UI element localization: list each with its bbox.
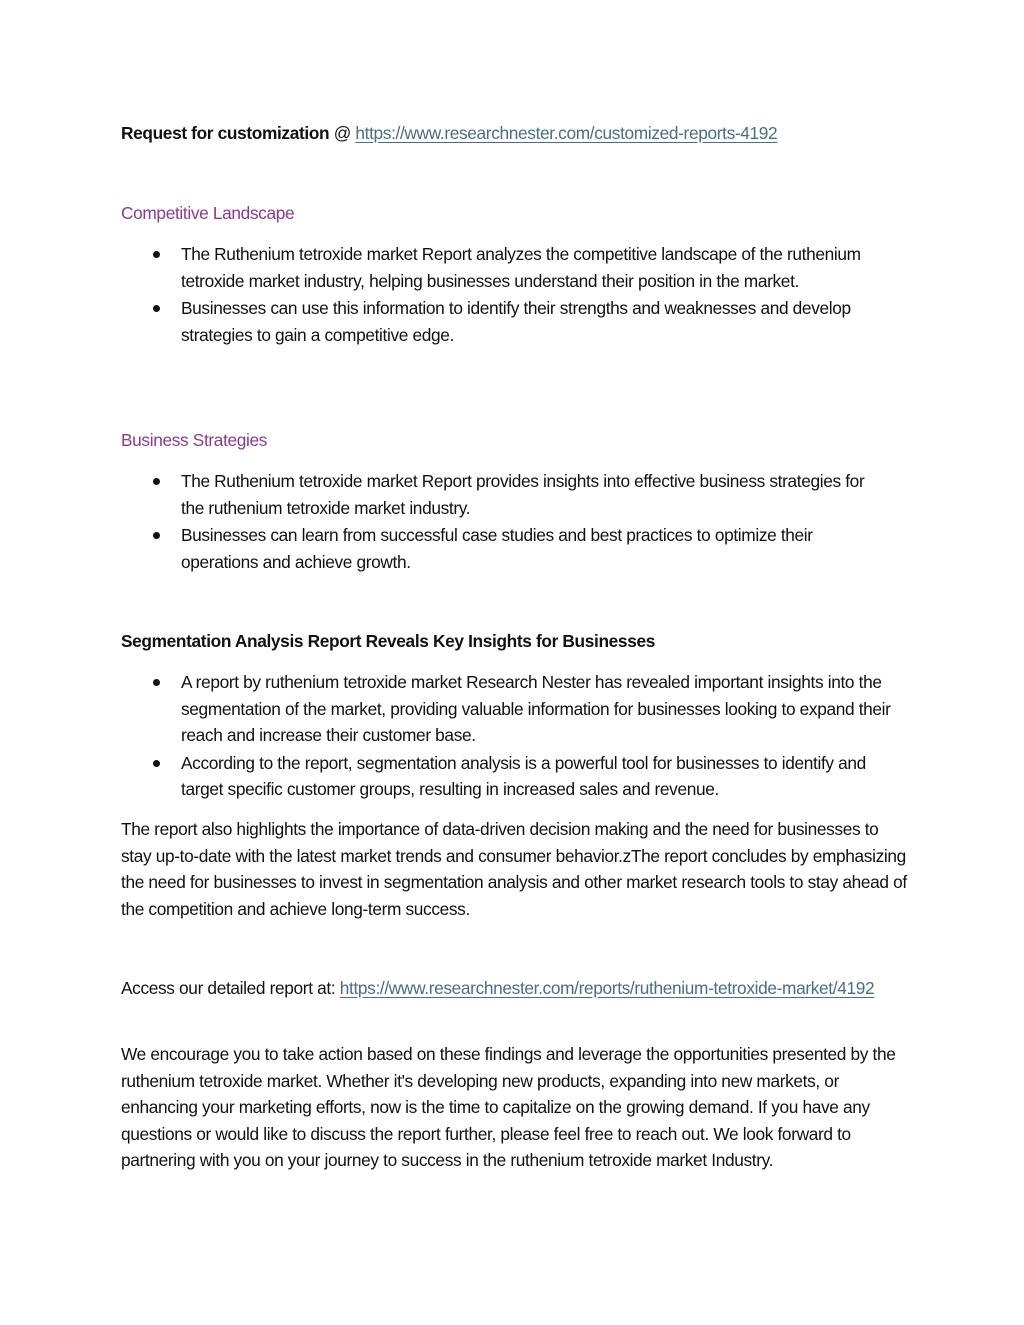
list-item-text: According to the report, segmentation analysis is a powerful tool for businesses to identify and target specific customer groups, resulting in increased sales and revenue.: [181, 752, 866, 799]
list-item-text: Businesses can use this information to identify their strengths and weaknesses and develop strategies to gain a competitive edge.: [181, 298, 851, 345]
list-item: [121, 468, 891, 521]
segmentation-paragraph: The report also highlights the importance of data-driven decision making and the need for businesses to stay up-to-date with the latest market trends and consumer behavior.zThe report concludes by emphasizing the need for businesses to invest in segmentation analysis and other market research tools to stay ahead of the competition and achieve long-term success.: [121, 819, 907, 919]
access-report-line: [121, 975, 896, 1002]
bullet-icon: [153, 478, 160, 485]
list-item-text: Businesses can learn from successful case studies and best practices to optimize their operations and achieve growth.: [181, 525, 813, 572]
bullet-icon: [153, 532, 160, 539]
segmentation-list: [121, 669, 896, 804]
at-separator: @: [329, 123, 356, 143]
list-item: [121, 522, 891, 575]
list-item-text: The Ruthenium tetroxide market Report provides insights into effective business strategies for the ruthenium tetroxide market industry.: [181, 471, 865, 518]
closing-paragraph: We encourage you to take action based on these findings and leverage the opportunities presented by the ruthenium tetroxide market. Whether it's developing new products, expanding into new markets, or enhancing your marketing efforts, now is the time to capitalize on the growing demand. If you have any questions or would like to discuss the report further, please feel free to reach out. We look forward to partnering with you on your journey to success in the ruthenium tetroxide market Industry.: [121, 1044, 896, 1170]
business-strategies-heading: Business Strategies: [121, 430, 268, 450]
access-report-link[interactable]: https://www.researchnester.com/reports/ruthenium-tetroxide-market/4192: [339, 978, 875, 998]
bullet-icon: [153, 760, 160, 767]
bullet-icon: [153, 679, 160, 686]
bullet-icon: [153, 251, 160, 258]
business-strategies-list: [121, 468, 891, 576]
list-item: [121, 241, 881, 294]
list-item: [121, 295, 881, 348]
list-item: [121, 669, 896, 749]
competitive-landscape-list: [121, 241, 881, 349]
list-item-text: The Ruthenium tetroxide market Report analyzes the competitive landscape of the ruthenium tetroxide market industry, helping businesses understand their position in the market.: [181, 244, 861, 291]
access-label: Access our detailed report at:: [121, 978, 340, 998]
customization-line: [121, 120, 911, 147]
customization-link[interactable]: https://www.researchnester.com/customized-reports-4192: [355, 123, 778, 143]
competitive-landscape-heading: Competitive Landscape: [121, 203, 295, 223]
segmentation-heading: Segmentation Analysis Report Reveals Key Insights for Businesses: [121, 631, 655, 651]
bullet-icon: [153, 305, 160, 312]
customization-label: Request for customization: [121, 123, 330, 143]
list-item: [121, 750, 896, 803]
list-item-text: A report by ruthenium tetroxide market Research Nester has revealed important insights into the segmentation of the market, providing valuable information for businesses looking to expand their reach and increase their customer base.: [181, 672, 891, 745]
